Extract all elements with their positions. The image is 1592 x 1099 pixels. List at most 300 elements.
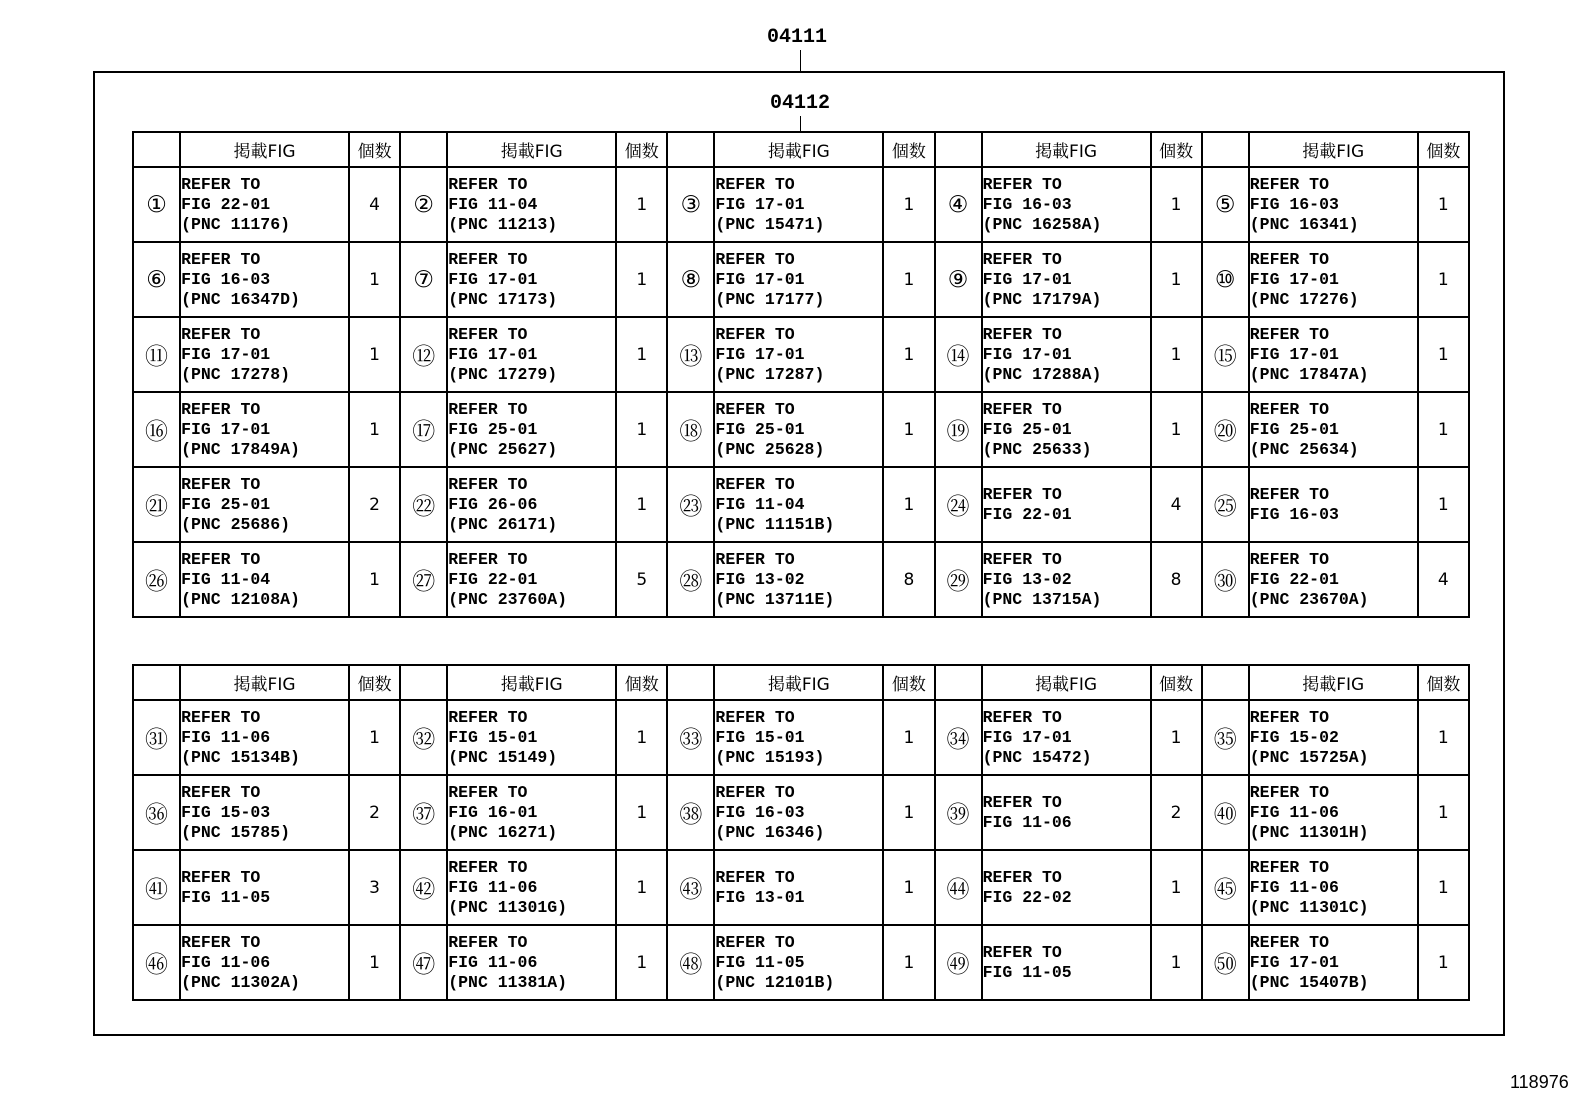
reference-line: REFER TO bbox=[181, 867, 261, 887]
quantity-cell: 1 bbox=[883, 392, 934, 467]
quantity-cell: 1 bbox=[883, 242, 934, 317]
quantity-cell: 1 bbox=[1151, 242, 1202, 317]
reference-line: REFER TO bbox=[1249, 857, 1329, 877]
item-number: ⑪ bbox=[133, 317, 180, 392]
quantity-cell: 1 bbox=[349, 317, 400, 392]
reference-line: REFER TO bbox=[715, 324, 795, 344]
item-number: ⑨ bbox=[935, 242, 982, 317]
reference-cell bbox=[1249, 242, 1418, 317]
quantity-cell: 1 bbox=[1418, 850, 1469, 925]
quantity-cell: 1 bbox=[1151, 167, 1202, 242]
reference-line: FIG 22-01 bbox=[181, 194, 271, 214]
assembly-label: 04111 bbox=[767, 26, 828, 49]
item-number: ⑩ bbox=[1202, 242, 1249, 317]
reference-cell bbox=[447, 542, 616, 617]
reference-line: (PNC 16346) bbox=[715, 822, 825, 842]
reference-line: REFER TO bbox=[181, 474, 261, 494]
fig-header: 掲載FIG bbox=[982, 665, 1151, 700]
reference-line: FIG 11-06 bbox=[181, 952, 271, 972]
quantity-cell: 1 bbox=[616, 925, 667, 1000]
reference-line: (PNC 15407B) bbox=[1249, 972, 1369, 992]
reference-line: REFER TO bbox=[1249, 484, 1329, 504]
reference-cell bbox=[982, 775, 1151, 850]
reference-line: REFER TO bbox=[448, 857, 528, 877]
reference-line: REFER TO bbox=[181, 174, 261, 194]
quantity-cell: 1 bbox=[1151, 925, 1202, 1000]
fig-header: 掲載FIG bbox=[714, 665, 883, 700]
item-number: ① bbox=[133, 167, 180, 242]
item-number: ㊽ bbox=[667, 925, 714, 1000]
reference-line: (PNC 11301G) bbox=[448, 897, 568, 917]
reference-cell bbox=[1249, 700, 1418, 775]
reference-cell bbox=[180, 850, 349, 925]
reference-line: REFER TO bbox=[1249, 249, 1329, 269]
reference-cell bbox=[1249, 775, 1418, 850]
reference-cell bbox=[982, 850, 1151, 925]
reference-cell bbox=[180, 242, 349, 317]
quantity-cell: 1 bbox=[1151, 392, 1202, 467]
reference-line: REFER TO bbox=[448, 707, 528, 727]
reference-cell bbox=[982, 167, 1151, 242]
reference-line: FIG 17-01 bbox=[715, 194, 805, 214]
item-number: ㊱ bbox=[133, 775, 180, 850]
item-number: ㉜ bbox=[400, 700, 447, 775]
reference-line: FIG 16-03 bbox=[1249, 194, 1339, 214]
index-header bbox=[1202, 665, 1249, 700]
quantity-cell: 2 bbox=[349, 775, 400, 850]
table-header bbox=[133, 132, 1469, 167]
reference-line: REFER TO bbox=[448, 932, 528, 952]
reference-line: FIG 25-01 bbox=[982, 419, 1072, 439]
reference-line: (PNC 13711E) bbox=[715, 589, 835, 609]
item-number: ㉝ bbox=[667, 700, 714, 775]
quantity-cell: 1 bbox=[616, 317, 667, 392]
index-header bbox=[667, 665, 714, 700]
reference-line: REFER TO bbox=[448, 399, 528, 419]
reference-line: FIG 17-01 bbox=[181, 419, 271, 439]
reference-cell bbox=[982, 317, 1151, 392]
reference-cell bbox=[180, 467, 349, 542]
reference-line: FIG 17-01 bbox=[1249, 952, 1339, 972]
table-header bbox=[133, 665, 1469, 700]
reference-cell bbox=[1249, 850, 1418, 925]
quantity-cell: 5 bbox=[616, 542, 667, 617]
quantity-cell: 1 bbox=[1418, 775, 1469, 850]
quantity-cell: 1 bbox=[349, 242, 400, 317]
reference-line: REFER TO bbox=[181, 399, 261, 419]
fig-header: 掲載FIG bbox=[1249, 665, 1418, 700]
reference-line: REFER TO bbox=[448, 324, 528, 344]
reference-line: REFER TO bbox=[982, 942, 1062, 962]
reference-line: REFER TO bbox=[715, 174, 795, 194]
reference-line: (PNC 11301C) bbox=[1249, 897, 1369, 917]
qty-header: 個数 bbox=[1151, 132, 1202, 167]
reference-line: (PNC 15785) bbox=[181, 822, 290, 842]
quantity-cell: 1 bbox=[349, 542, 400, 617]
reference-cell bbox=[714, 542, 883, 617]
quantity-cell: 2 bbox=[349, 467, 400, 542]
qty-header: 個数 bbox=[883, 132, 934, 167]
reference-cell bbox=[982, 242, 1151, 317]
reference-line: FIG 17-01 bbox=[448, 269, 538, 289]
reference-cell bbox=[982, 392, 1151, 467]
reference-cell bbox=[714, 167, 883, 242]
reference-cell bbox=[1249, 542, 1418, 617]
qty-header: 個数 bbox=[883, 665, 934, 700]
reference-line: FIG 16-03 bbox=[1249, 504, 1339, 524]
fig-header: 掲載FIG bbox=[180, 132, 349, 167]
reference-cell bbox=[1249, 167, 1418, 242]
reference-line: REFER TO bbox=[1249, 399, 1329, 419]
reference-line: REFER TO bbox=[715, 782, 795, 802]
reference-line: (PNC 16258A) bbox=[982, 214, 1102, 234]
reference-line: REFER TO bbox=[715, 399, 795, 419]
reference-cell bbox=[447, 467, 616, 542]
item-number: ㊷ bbox=[400, 850, 447, 925]
reference-line: FIG 13-02 bbox=[982, 569, 1072, 589]
reference-line: (PNC 17847A) bbox=[1249, 364, 1369, 384]
table-row bbox=[133, 700, 1469, 775]
reference-line: (PNC 26171) bbox=[448, 514, 558, 534]
reference-cell bbox=[714, 467, 883, 542]
reference-line: FIG 15-01 bbox=[715, 727, 805, 747]
quantity-cell: 1 bbox=[883, 925, 934, 1000]
reference-table-2 bbox=[132, 664, 1470, 1001]
table-row bbox=[133, 775, 1469, 850]
reference-cell bbox=[447, 242, 616, 317]
reference-line: FIG 15-01 bbox=[448, 727, 538, 747]
reference-line: (PNC 15193) bbox=[715, 747, 825, 767]
fig-header: 掲載FIG bbox=[1249, 132, 1418, 167]
item-number: ㉛ bbox=[133, 700, 180, 775]
reference-line: FIG 15-03 bbox=[181, 802, 271, 822]
reference-line: FIG 22-01 bbox=[1249, 569, 1339, 589]
item-number: ㉟ bbox=[1202, 700, 1249, 775]
reference-line: FIG 17-01 bbox=[448, 344, 538, 364]
item-number: ⑱ bbox=[667, 392, 714, 467]
reference-cell bbox=[447, 392, 616, 467]
reference-line: FIG 11-05 bbox=[181, 887, 271, 907]
qty-header: 個数 bbox=[1418, 132, 1469, 167]
reference-line: (PNC 17278) bbox=[181, 364, 290, 384]
reference-line: REFER TO bbox=[982, 792, 1062, 812]
reference-line: (PNC 12108A) bbox=[181, 589, 300, 609]
quantity-cell: 1 bbox=[349, 700, 400, 775]
item-number: ④ bbox=[935, 167, 982, 242]
reference-cell bbox=[1249, 317, 1418, 392]
quantity-cell: 4 bbox=[349, 167, 400, 242]
reference-line: FIG 11-04 bbox=[715, 494, 805, 514]
subassembly-leader-line bbox=[800, 116, 801, 132]
item-number: ㊾ bbox=[935, 925, 982, 1000]
quantity-cell: 1 bbox=[1418, 167, 1469, 242]
item-number: ㉕ bbox=[1202, 467, 1249, 542]
reference-line: REFER TO bbox=[1249, 549, 1329, 569]
quantity-cell: 1 bbox=[883, 467, 934, 542]
quantity-cell: 1 bbox=[1418, 925, 1469, 1000]
reference-cell bbox=[714, 925, 883, 1000]
reference-line: (PNC 25686) bbox=[181, 514, 290, 534]
reference-line: FIG 17-01 bbox=[181, 344, 271, 364]
item-number: ⑬ bbox=[667, 317, 714, 392]
reference-line: FIG 17-01 bbox=[1249, 344, 1339, 364]
reference-cell bbox=[447, 167, 616, 242]
quantity-cell: 1 bbox=[616, 850, 667, 925]
reference-line: FIG 25-01 bbox=[715, 419, 805, 439]
index-header bbox=[1202, 132, 1249, 167]
reference-line: (PNC 25628) bbox=[715, 439, 825, 459]
item-number: ㊸ bbox=[667, 850, 714, 925]
reference-cell bbox=[982, 700, 1151, 775]
reference-line: FIG 22-01 bbox=[448, 569, 538, 589]
reference-line: REFER TO bbox=[181, 549, 261, 569]
reference-line: REFER TO bbox=[715, 707, 795, 727]
table-row bbox=[133, 242, 1469, 317]
assembly-leader-line bbox=[800, 50, 801, 71]
reference-line: (PNC 25634) bbox=[1249, 439, 1359, 459]
item-number: ③ bbox=[667, 167, 714, 242]
quantity-cell: 1 bbox=[349, 392, 400, 467]
reference-line: REFER TO bbox=[448, 474, 528, 494]
reference-cell bbox=[714, 775, 883, 850]
index-header bbox=[133, 665, 180, 700]
item-number: ⑳ bbox=[1202, 392, 1249, 467]
reference-line: FIG 25-01 bbox=[448, 419, 538, 439]
reference-line: REFER TO bbox=[181, 324, 261, 344]
reference-line: FIG 26-06 bbox=[448, 494, 538, 514]
item-number: ㉖ bbox=[133, 542, 180, 617]
table-row bbox=[133, 167, 1469, 242]
reference-cell bbox=[714, 850, 883, 925]
table-row bbox=[133, 317, 1469, 392]
item-number: ⑭ bbox=[935, 317, 982, 392]
reference-line: (PNC 16271) bbox=[448, 822, 558, 842]
reference-line: (PNC 23760A) bbox=[448, 589, 568, 609]
qty-header: 個数 bbox=[616, 665, 667, 700]
reference-line: (PNC 11301H) bbox=[1249, 822, 1369, 842]
quantity-cell: 2 bbox=[1151, 775, 1202, 850]
reference-line: FIG 22-02 bbox=[982, 887, 1072, 907]
reference-line: FIG 11-06 bbox=[1249, 877, 1339, 897]
item-number: ㉑ bbox=[133, 467, 180, 542]
item-number: ⑧ bbox=[667, 242, 714, 317]
reference-cell bbox=[447, 925, 616, 1000]
reference-cell bbox=[180, 775, 349, 850]
reference-cell bbox=[714, 242, 883, 317]
reference-line: FIG 11-05 bbox=[982, 962, 1072, 982]
item-number: ㊶ bbox=[133, 850, 180, 925]
qty-header: 個数 bbox=[349, 665, 400, 700]
reference-line: (PNC 11151B) bbox=[715, 514, 835, 534]
item-number: ⑲ bbox=[935, 392, 982, 467]
qty-header: 個数 bbox=[1151, 665, 1202, 700]
quantity-cell: 1 bbox=[1418, 242, 1469, 317]
reference-line: (PNC 25627) bbox=[448, 439, 558, 459]
item-number: ㊲ bbox=[400, 775, 447, 850]
reference-line: (PNC 12101B) bbox=[715, 972, 835, 992]
quantity-cell: 1 bbox=[1151, 850, 1202, 925]
reference-line: FIG 16-03 bbox=[181, 269, 271, 289]
item-number: ㊻ bbox=[133, 925, 180, 1000]
reference-line: (PNC 15149) bbox=[448, 747, 558, 767]
quantity-cell: 1 bbox=[883, 700, 934, 775]
reference-line: (PNC 17849A) bbox=[181, 439, 300, 459]
quantity-cell: 3 bbox=[349, 850, 400, 925]
index-header bbox=[400, 665, 447, 700]
reference-line: (PNC 15471) bbox=[715, 214, 825, 234]
reference-cell bbox=[180, 392, 349, 467]
figure-code: 118976 bbox=[1510, 1072, 1569, 1092]
quantity-cell: 8 bbox=[1151, 542, 1202, 617]
reference-line: REFER TO bbox=[982, 174, 1062, 194]
reference-line: FIG 16-03 bbox=[982, 194, 1072, 214]
quantity-cell: 4 bbox=[1151, 467, 1202, 542]
reference-line: FIG 15-02 bbox=[1249, 727, 1339, 747]
quantity-cell: 1 bbox=[349, 925, 400, 1000]
reference-line: (PNC 15472) bbox=[982, 747, 1092, 767]
reference-line: FIG 16-03 bbox=[715, 802, 805, 822]
reference-line: FIG 11-06 bbox=[448, 877, 538, 897]
index-header bbox=[935, 132, 982, 167]
reference-line: (PNC 17179A) bbox=[982, 289, 1102, 309]
reference-line: FIG 16-01 bbox=[448, 802, 538, 822]
reference-line: REFER TO bbox=[181, 249, 261, 269]
reference-line: (PNC 15134B) bbox=[181, 747, 300, 767]
reference-line: (PNC 17177) bbox=[715, 289, 825, 309]
reference-line: REFER TO bbox=[1249, 324, 1329, 344]
reference-cell bbox=[180, 700, 349, 775]
reference-cell bbox=[714, 317, 883, 392]
reference-cell bbox=[1249, 392, 1418, 467]
reference-cell bbox=[447, 775, 616, 850]
reference-cell bbox=[982, 467, 1151, 542]
reference-cell bbox=[714, 700, 883, 775]
reference-line: REFER TO bbox=[448, 782, 528, 802]
reference-line: REFER TO bbox=[448, 549, 528, 569]
reference-line: FIG 17-01 bbox=[982, 727, 1072, 747]
item-number: ㉓ bbox=[667, 467, 714, 542]
header-row bbox=[133, 132, 1469, 167]
reference-line: (PNC 17279) bbox=[448, 364, 558, 384]
reference-line: REFER TO bbox=[181, 782, 261, 802]
reference-line: FIG 13-01 bbox=[715, 887, 805, 907]
reference-line: REFER TO bbox=[982, 484, 1062, 504]
reference-line: FIG 11-06 bbox=[181, 727, 271, 747]
reference-line: (PNC 17288A) bbox=[982, 364, 1102, 384]
reference-line: REFER TO bbox=[982, 867, 1062, 887]
reference-line: FIG 11-04 bbox=[448, 194, 538, 214]
reference-line: (PNC 16341) bbox=[1249, 214, 1359, 234]
reference-line: FIG 11-06 bbox=[1249, 802, 1339, 822]
quantity-cell: 1 bbox=[883, 850, 934, 925]
index-header bbox=[667, 132, 714, 167]
reference-line: (PNC 11176) bbox=[181, 214, 290, 234]
reference-line: FIG 17-01 bbox=[982, 344, 1072, 364]
index-header bbox=[935, 665, 982, 700]
reference-cell bbox=[982, 925, 1151, 1000]
reference-cell bbox=[982, 542, 1151, 617]
reference-line: (PNC 16347D) bbox=[181, 289, 300, 309]
fig-header: 掲載FIG bbox=[447, 132, 616, 167]
reference-cell bbox=[180, 167, 349, 242]
reference-line: FIG 13-02 bbox=[715, 569, 805, 589]
quantity-cell: 1 bbox=[1418, 467, 1469, 542]
item-number: ㊴ bbox=[935, 775, 982, 850]
reference-line: REFER TO bbox=[982, 707, 1062, 727]
item-number: ㊹ bbox=[935, 850, 982, 925]
table-body bbox=[133, 167, 1469, 617]
item-number: ㊵ bbox=[1202, 775, 1249, 850]
reference-line: REFER TO bbox=[715, 474, 795, 494]
reference-line: REFER TO bbox=[1249, 932, 1329, 952]
item-number: ⑦ bbox=[400, 242, 447, 317]
reference-line: FIG 17-01 bbox=[982, 269, 1072, 289]
item-number: ㉘ bbox=[667, 542, 714, 617]
quantity-cell: 1 bbox=[616, 700, 667, 775]
item-number: ㉞ bbox=[935, 700, 982, 775]
item-number: ⑯ bbox=[133, 392, 180, 467]
table-row bbox=[133, 392, 1469, 467]
quantity-cell: 1 bbox=[616, 775, 667, 850]
reference-cell bbox=[180, 317, 349, 392]
reference-line: (PNC 17287) bbox=[715, 364, 825, 384]
quantity-cell: 1 bbox=[1418, 317, 1469, 392]
item-number: ㊼ bbox=[400, 925, 447, 1000]
reference-line: FIG 17-01 bbox=[1249, 269, 1339, 289]
reference-line: (PNC 13715A) bbox=[982, 589, 1102, 609]
reference-cell bbox=[180, 925, 349, 1000]
quantity-cell: 1 bbox=[616, 467, 667, 542]
reference-line: (PNC 25633) bbox=[982, 439, 1092, 459]
reference-line: FIG 11-06 bbox=[448, 952, 538, 972]
item-number: ⑥ bbox=[133, 242, 180, 317]
reference-line: REFER TO bbox=[982, 324, 1062, 344]
item-number: ⑰ bbox=[400, 392, 447, 467]
reference-line: (PNC 11213) bbox=[448, 214, 558, 234]
reference-line: REFER TO bbox=[1249, 707, 1329, 727]
reference-line: REFER TO bbox=[982, 549, 1062, 569]
reference-line: REFER TO bbox=[181, 932, 261, 952]
reference-line: FIG 11-04 bbox=[181, 569, 271, 589]
item-number: ㊿ bbox=[1202, 925, 1249, 1000]
reference-line: (PNC 23670A) bbox=[1249, 589, 1369, 609]
reference-line: REFER TO bbox=[448, 249, 528, 269]
quantity-cell: 1 bbox=[1418, 392, 1469, 467]
reference-cell bbox=[447, 317, 616, 392]
item-number: ㊺ bbox=[1202, 850, 1249, 925]
item-number: ㉗ bbox=[400, 542, 447, 617]
qty-header: 個数 bbox=[1418, 665, 1469, 700]
reference-line: REFER TO bbox=[715, 932, 795, 952]
reference-line: REFER TO bbox=[715, 249, 795, 269]
reference-line: (PNC 15725A) bbox=[1249, 747, 1369, 767]
reference-line: REFER TO bbox=[448, 174, 528, 194]
reference-cell bbox=[447, 850, 616, 925]
table-row bbox=[133, 850, 1469, 925]
reference-line: (PNC 17276) bbox=[1249, 289, 1359, 309]
fig-header: 掲載FIG bbox=[714, 132, 883, 167]
reference-line: REFER TO bbox=[982, 249, 1062, 269]
reference-line: REFER TO bbox=[1249, 174, 1329, 194]
reference-line: FIG 25-01 bbox=[1249, 419, 1339, 439]
reference-line: FIG 11-06 bbox=[982, 812, 1072, 832]
fig-header: 掲載FIG bbox=[447, 665, 616, 700]
item-number: ㊳ bbox=[667, 775, 714, 850]
quantity-cell: 1 bbox=[883, 317, 934, 392]
quantity-cell: 8 bbox=[883, 542, 934, 617]
reference-cell bbox=[180, 542, 349, 617]
qty-header: 個数 bbox=[349, 132, 400, 167]
